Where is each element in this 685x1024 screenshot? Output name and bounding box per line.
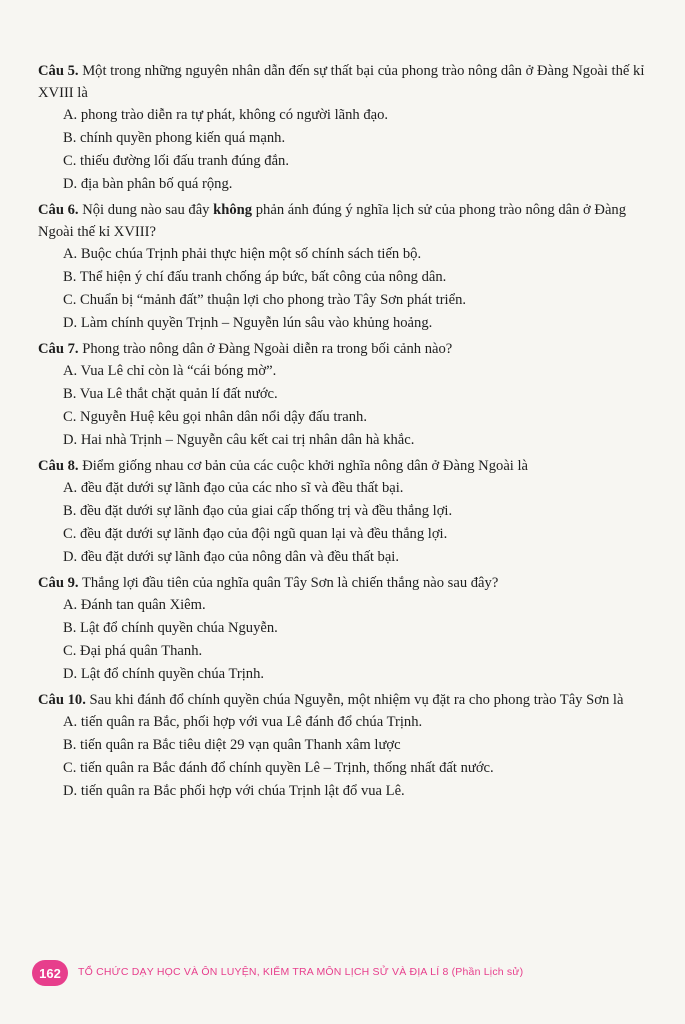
option-a: A. Đánh tan quân Xiêm. <box>63 597 206 613</box>
answer-options <box>38 477 658 569</box>
question-number: Câu 9. <box>38 575 79 591</box>
option-b: B. đều đặt dưới sự lãnh đạo của giai cấp thống trị và đều thắng lợi. <box>63 503 453 519</box>
question-stem: Sau khi đánh đổ chính quyền chúa Nguyễn, một nhiệm vụ đặt ra cho phong trào Tây Sơn là <box>89 692 624 708</box>
question-text <box>38 199 658 243</box>
question-5 <box>38 60 658 196</box>
book-title: TỔ CHỨC DẠY HỌC VÀ ÔN LUYỆN, KIỂM TRA MÔN LỊCH SỬ VÀ ĐỊA LÍ 8 (Phần Lịch sử) <box>78 966 524 978</box>
option-b: B. tiến quân ra Bắc tiêu diệt 29 vạn quân Thanh xâm lược <box>63 737 401 753</box>
option-c: C. Nguyễn Huệ kêu gọi nhân dân nổi dậy đấu tranh. <box>63 409 367 425</box>
answer-options <box>38 594 658 686</box>
option-c: C. đều đặt dưới sự lãnh đạo của đội ngũ quan lại và đều thắng lợi. <box>63 526 448 542</box>
option-c: C. Chuẩn bị “mảnh đất” thuận lợi cho phong trào Tây Sơn phát triển. <box>63 292 467 308</box>
question-number: Câu 10. <box>38 692 86 708</box>
question-list <box>38 60 658 806</box>
option-b: B. chính quyền phong kiến quá mạnh. <box>63 130 286 146</box>
option-c: C. Đại phá quân Thanh. <box>63 643 203 659</box>
question-stem: Thắng lợi đầu tiên của nghĩa quân Tây Sơn là chiến thắng nào sau đây? <box>81 575 499 591</box>
question-text <box>38 338 658 360</box>
option-a: A. Vua Lê chỉ còn là “cái bóng mờ”. <box>63 363 277 379</box>
option-d: D. địa bàn phân bố quá rộng. <box>63 176 233 192</box>
question-number: Câu 5. <box>38 63 79 79</box>
answer-options <box>38 104 658 196</box>
question-number: Câu 6. <box>38 202 79 218</box>
option-d: D. tiến quân ra Bắc phối hợp với chúa Trịnh lật đổ vua Lê. <box>63 783 405 799</box>
answer-options <box>38 243 658 335</box>
question-stem-rest: phản ánh đúng ý nghĩa lịch sử của phong trào nông dân ở Đàng Ngoài thế kỉ XVIII? <box>38 202 627 240</box>
answer-options <box>38 360 658 452</box>
emphasis-word: không <box>213 202 253 218</box>
question-number: Câu 7. <box>38 341 79 357</box>
question-6 <box>38 199 658 335</box>
page-footer <box>32 960 672 988</box>
question-7 <box>38 338 658 452</box>
question-number: Câu 8. <box>38 458 79 474</box>
question-text <box>38 455 658 477</box>
question-text <box>38 60 658 104</box>
option-d: D. Hai nhà Trịnh – Nguyễn câu kết cai trị nhân dân hà khắc. <box>63 432 415 448</box>
question-8 <box>38 455 658 569</box>
option-b: B. Vua Lê thắt chặt quản lí đất nước. <box>63 386 278 402</box>
answer-options <box>38 711 658 803</box>
option-a: A. phong trào diễn ra tự phát, không có người lãnh đạo. <box>63 107 389 123</box>
question-text <box>38 689 658 711</box>
option-b: B. Lật đổ chính quyền chúa Nguyễn. <box>63 620 278 636</box>
question-10 <box>38 689 658 803</box>
option-b: B. Thể hiện ý chí đấu tranh chống áp bức, bất công của nông dân. <box>63 269 447 285</box>
question-text <box>38 572 658 594</box>
question-9 <box>38 572 658 686</box>
option-c: C. thiếu đường lối đấu tranh đúng đắn. <box>63 153 289 169</box>
option-d: D. Lật đổ chính quyền chúa Trịnh. <box>63 666 265 682</box>
option-a: A. Buộc chúa Trịnh phải thực hiện một số chính sách tiến bộ. <box>63 246 422 262</box>
question-stem: Điểm giống nhau cơ bản của các cuộc khởi nghĩa nông dân ở Đàng Ngoài là <box>82 458 529 474</box>
question-stem: Một trong những nguyên nhân dẫn đến sự thất bại của phong trào nông dân ở Đàng Ngoài thế kỉ XVIII là <box>38 63 645 101</box>
option-d: D. đều đặt dưới sự lãnh đạo của nông dân và đều thất bại. <box>63 549 399 565</box>
option-d: D. Làm chính quyền Trịnh – Nguyễn lún sâu vào khủng hoảng. <box>63 315 433 331</box>
option-c: C. tiến quân ra Bắc đánh đổ chính quyền Lê – Trịnh, thống nhất đất nước. <box>63 760 494 776</box>
option-a: A. tiến quân ra Bắc, phối hợp với vua Lê đánh đổ chúa Trịnh. <box>63 714 423 730</box>
option-a: A. đều đặt dưới sự lãnh đạo của các nho sĩ và đều thất bại. <box>63 480 404 496</box>
question-stem: Nội dung nào sau đây <box>82 202 210 218</box>
page-number-badge: 162 <box>32 960 68 986</box>
question-stem: Phong trào nông dân ở Đàng Ngoài diễn ra trong bối cảnh nào? <box>82 341 453 357</box>
